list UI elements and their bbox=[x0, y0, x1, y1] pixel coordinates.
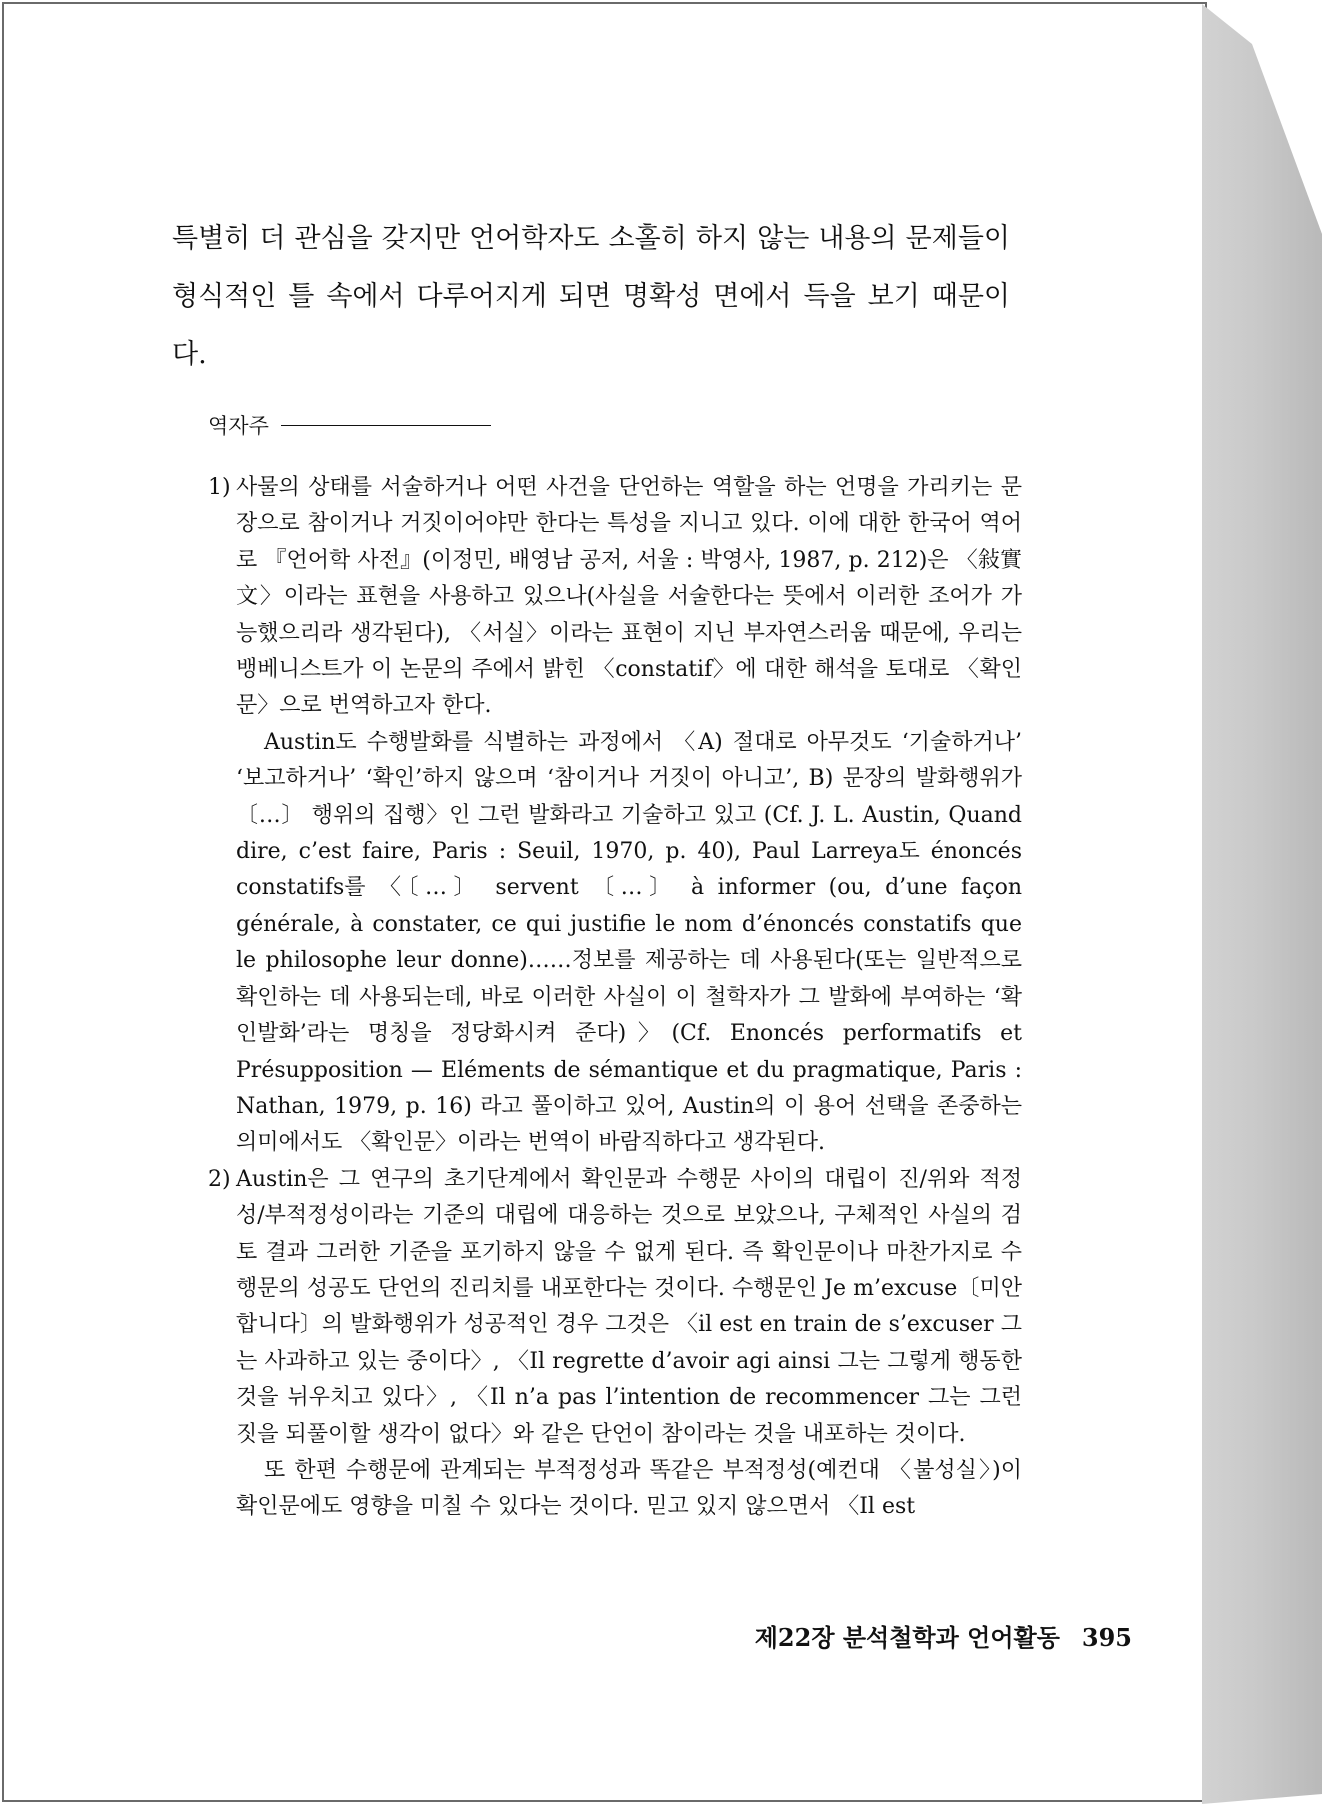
intro-text bbox=[172, 210, 1010, 384]
book-edge bbox=[1202, 4, 1322, 1804]
intro-line-1: 특별히 더 관심을 갖지만 언어학자도 소홀히 하지 않는 내용의 문제들이 bbox=[172, 223, 1010, 254]
notes-heading bbox=[208, 410, 491, 440]
note-1 bbox=[208, 470, 1022, 1162]
note-2 bbox=[208, 1162, 1022, 1526]
translator-notes bbox=[208, 470, 1022, 1526]
page-footer bbox=[755, 1618, 1132, 1653]
note-2-number: 2) bbox=[208, 1166, 231, 1192]
note-2-paragraph-1: Austin은 그 연구의 초기단계에서 확인문과 수행문 사이의 대립이 진/위와 적정성/부적정성이라는 기준의 대립에 대응하는 것으로 보았으나, 구체적인 사실의 검토 결과 그러한 기준을 포기하지 않을 수 없게 된다. 즉 확인문이나 마찬가지로 수행문의 성공도 단언의 진리치를 내포한다는 것이다. 수행문인 Je m’excuse〔미안합니다〕의 발화행위가 성공적인 경우 그것은 〈il est en train de s’excuser 그는 사과하고 있는 중이다〉, 〈Il regrette d’avoir agi ainsi 그는 그렇게 행동한 것을 뉘우치고 있다〉, 〈Il n’a pas l’intention de recommencer 그는 그런 짓을 되풀이할 생각이 없다〉와 같은 단언이 참이라는 것을 내포하는 것이다. bbox=[236, 1166, 1022, 1447]
note-1-number: 1) bbox=[208, 475, 231, 500]
intro-line-2: 형식적인 틀 속에서 다루어지게 되면 명확성 면에서 득을 보기 때문이다. bbox=[172, 281, 1010, 370]
page-number: 395 bbox=[1081, 1623, 1132, 1652]
note-1-paragraph-2: Austin도 수행발화를 식별하는 과정에서 〈A) 절대로 아무것도 ‘기술하거나’ ‘보고하거나’ ‘확인’하지 않으며 ‘참이거나 거짓이 아니고’, B) 문장의 발화행위가 〔…〕 행위의 집행〉인 그런 발화라고 기술하고 있고 (Cf. J. L. Austin, Quand dire, c’est faire, Paris : Seuil, 1970, p. 40), Paul Larreya도 énoncés constatifs를 〈〔…〕 servent 〔…〕 à informer (ou, d’une façon générale, à constater, ce qui justifie le nom d’énoncés constatifs que le philosophe leur donne)……정보를 제공하는 데 사용된다(또는 일반적으로 확인하는 데 사용되는데, 바로 이러한 사실이 이 철학자가 그 발화에 부여하는 ‘확인발화’라는 명칭을 정당화시켜 준다)〉(Cf. Enoncés performatifs et Présupposition — Eléments de sémantique et du pragmatique, Paris : Nathan, 1979, p. 16) 라고 풀이하고 있어, Austin의 이 용어 선택을 존중하는 의미에서도 〈확인문〉이라는 번역이 바람직하다고 생각된다. bbox=[236, 729, 1022, 1156]
note-2-paragraph-2: 또 한편 수행문에 관계되는 부적정성과 똑같은 부적정성(예컨대 〈불성실〉)이 확인문에도 영향을 미칠 수 있다는 것이다. 믿고 있지 않으면서 〈Il est bbox=[236, 1457, 1022, 1520]
notes-heading-rule bbox=[281, 425, 491, 426]
chapter-title: 제22장 분석철학과 언어활동 bbox=[754, 1623, 1060, 1652]
notes-heading-label: 역자주 bbox=[208, 414, 269, 438]
note-1-paragraph-1: 사물의 상태를 서술하거나 어떤 사건을 단언하는 역할을 하는 언명을 가리키는 문장으로 참이거나 거짓이어야만 한다는 특성을 지니고 있다. 이에 대한 한국어 역어로 『언어학 사전』(이정민, 배영남 공저, 서울 : 박영사, 1987, p. 212)은 〈敍實文〉이라는 표현을 사용하고 있으나(사실을 서술한다는 뜻에서 이러한 조어가 가능했으리라 생각된다), 〈서실〉이라는 표현이 지닌 부자연스러움 때문에, 우리는 뱅베니스트가 이 논문의 주에서 밝힌 〈constatif〉에 대한 해석을 토대로 〈확인문〉으로 번역하고자 한다. bbox=[236, 475, 1022, 719]
